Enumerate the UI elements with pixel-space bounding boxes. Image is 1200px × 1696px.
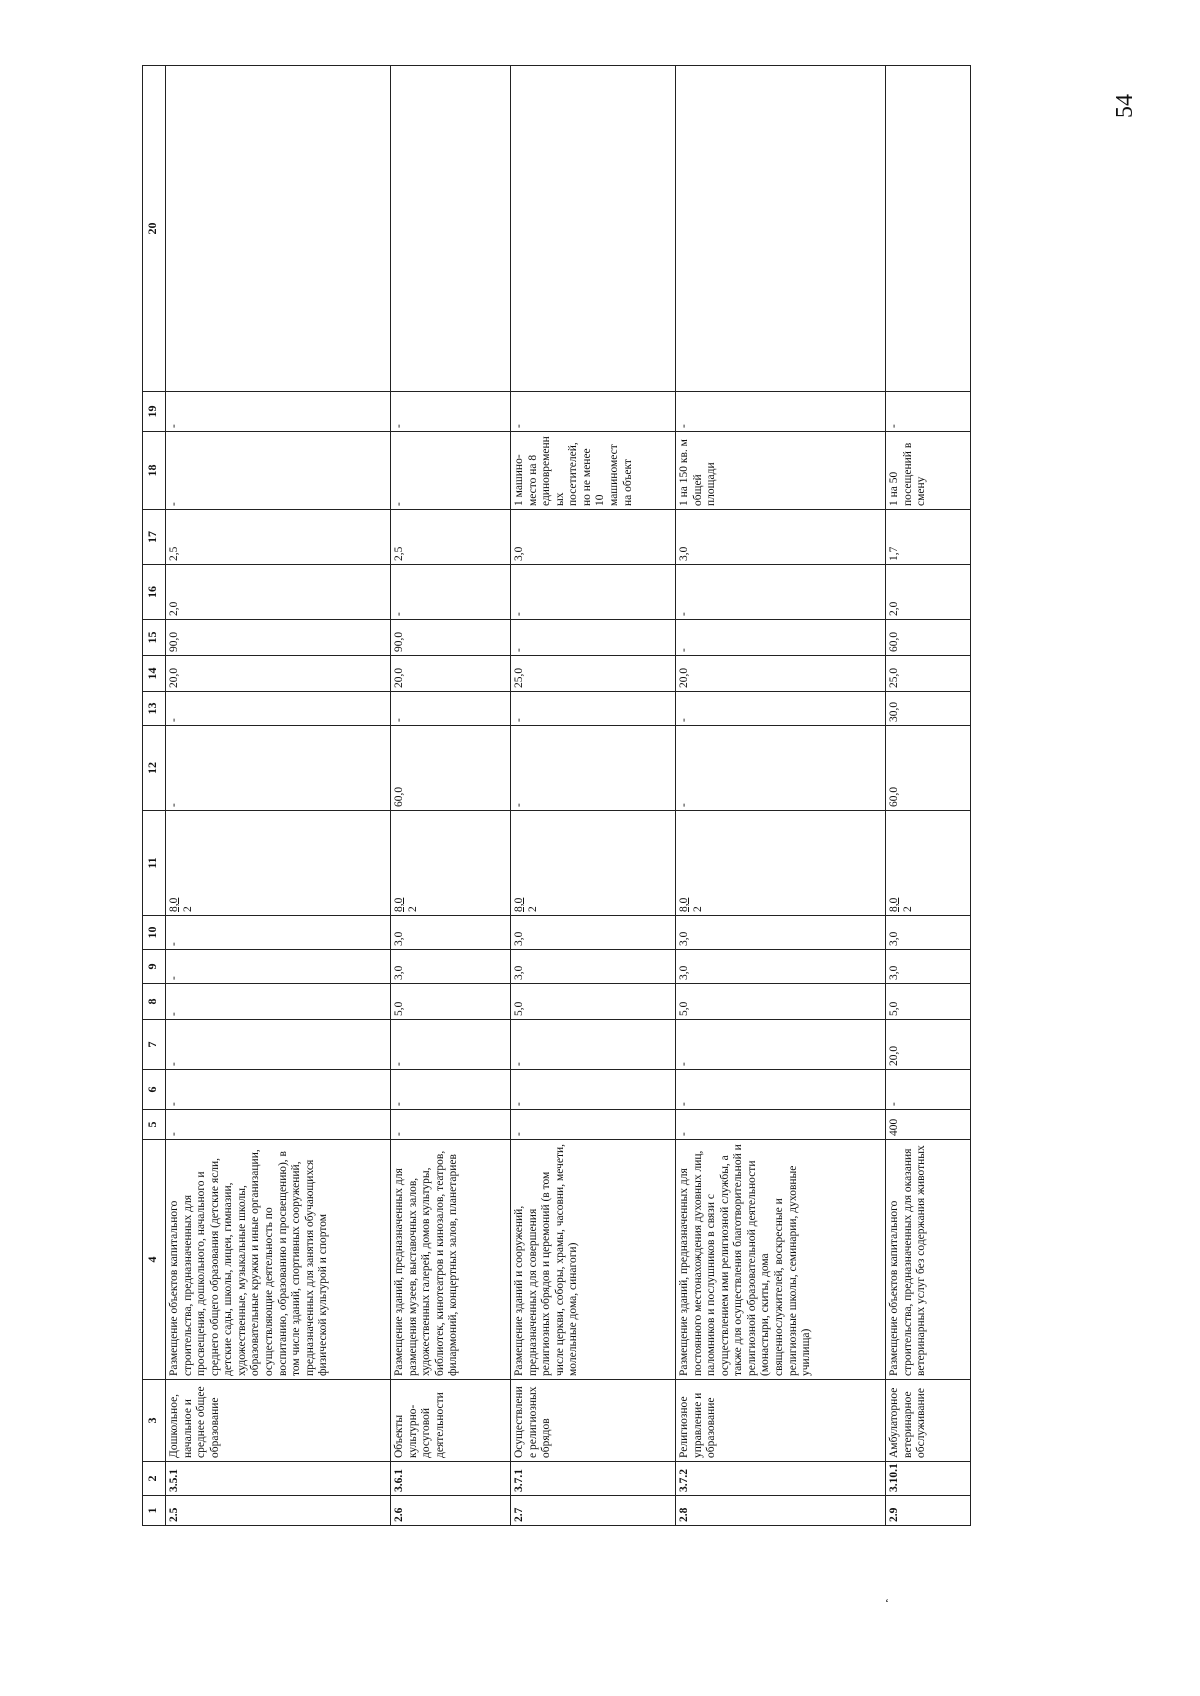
cell-11 <box>886 811 971 916</box>
row-name: Объекты культурно-досуговой деятельности <box>391 1380 511 1462</box>
cell-11 <box>391 811 511 916</box>
cell-7: - <box>511 1020 676 1070</box>
cell-9: 3,0 <box>391 950 511 984</box>
col-header-18: 18 <box>143 432 166 510</box>
fraction-numerator: 8,0 <box>888 897 900 912</box>
row-description: Размещение зданий, предназначенных для размещения музеев, выставочных залов, художественных галерей, домов культуры, библиотек, кинотеатров и кинозалов, театров, филармоний, концертных залов, планетариев <box>391 1140 511 1380</box>
cell-12: - <box>511 726 676 811</box>
cell-14: 25,0 <box>511 656 676 692</box>
cell-17: 3,0 <box>676 510 886 565</box>
cell-19: - <box>391 392 511 432</box>
col-header-10: 10 <box>143 916 166 950</box>
row-number: 2.8 <box>676 1496 886 1526</box>
cell-7: 20,0 <box>886 1020 971 1070</box>
col-header-2: 2 <box>143 1462 166 1496</box>
col-header-8: 8 <box>143 984 166 1020</box>
cell-8: 5,0 <box>511 984 676 1020</box>
cell-16: - <box>511 565 676 620</box>
row-name: Дошкольное, начальное и среднее общее образование <box>166 1380 391 1462</box>
fraction-denominator: 2 <box>901 906 914 912</box>
cell-16: 2,0 <box>886 565 971 620</box>
cell-15: 60,0 <box>886 620 971 656</box>
cell-9: 3,0 <box>886 950 971 984</box>
cell-18: 1 машино-место на 8 единовременных посетителей, но не менее 10 машиномест на объект <box>511 432 676 510</box>
cell-8: 5,0 <box>676 984 886 1020</box>
fraction-denominator: 2 <box>691 906 704 912</box>
col-header-4: 4 <box>143 1140 166 1380</box>
row-code: 3.6.1 <box>391 1462 511 1496</box>
fraction-denominator: 2 <box>406 906 419 912</box>
cell-10: 3,0 <box>511 916 676 950</box>
cell-7: - <box>391 1020 511 1070</box>
cell-13: 30,0 <box>886 692 971 726</box>
table-row <box>166 66 391 1526</box>
row-number: 2.5 <box>166 1496 391 1526</box>
cell-6: - <box>886 1070 971 1110</box>
cell-13: - <box>676 692 886 726</box>
row-code: 3.7.2 <box>676 1462 886 1496</box>
cell-6: - <box>511 1070 676 1110</box>
table-row <box>676 66 886 1526</box>
cell-15: - <box>676 620 886 656</box>
cell-14: 25,0 <box>886 656 971 692</box>
cell-17: 3,0 <box>511 510 676 565</box>
cell-17: 2,5 <box>166 510 391 565</box>
col-header-12: 12 <box>143 726 166 811</box>
row-number: 2.6 <box>391 1496 511 1526</box>
cell-5: - <box>391 1110 511 1140</box>
row-name: Религиозное управление и образование <box>676 1380 886 1462</box>
cell-6: - <box>391 1070 511 1110</box>
col-header-11: 11 <box>143 811 166 916</box>
row-name: Амбулаторное ветеринарное обслуживание <box>886 1380 971 1462</box>
row-code: 3.10.1 <box>886 1462 971 1496</box>
cell-12: 60,0 <box>391 726 511 811</box>
fraction-denominator: 2 <box>181 906 194 912</box>
cell-18: 1 на 50 посещений в смену <box>886 432 971 510</box>
col-header-17: 17 <box>143 510 166 565</box>
fraction-numerator: 8,0 <box>513 897 525 912</box>
row-description: Размещение объектов капитального строительства, предназначенных для просвещения, дошкольного, начального и среднего общего образования (детские ясли, детские сады, школы, лицеи, гимназии, художественные, музыкальные школы, образовательные кружки и иные организации, осуществляющие деятельность по воспитанию, образованию и просвещению), в том числе зданий, спортивных сооружений, предназначенных для занятия обучающихся физической культурой и спортом <box>166 1140 391 1380</box>
regulations-table <box>142 65 971 1526</box>
cell-11 <box>511 811 676 916</box>
cell-10: 3,0 <box>676 916 886 950</box>
col-header-15: 15 <box>143 620 166 656</box>
cell-16: - <box>391 565 511 620</box>
table-row <box>886 66 971 1526</box>
col-header-7: 7 <box>143 1020 166 1070</box>
cell-12: 60,0 <box>886 726 971 811</box>
cell-9: - <box>166 950 391 984</box>
cell-19: - <box>166 392 391 432</box>
cell-9: 3,0 <box>676 950 886 984</box>
cell-5: - <box>166 1110 391 1140</box>
cell-19: - <box>511 392 676 432</box>
cell-11 <box>676 811 886 916</box>
cell-10: - <box>166 916 391 950</box>
cell-12: - <box>676 726 886 811</box>
table-row <box>391 66 511 1526</box>
cell-20 <box>676 66 886 392</box>
row-description: Размещение зданий, предназначенных для постоянного местонахождения духовных лиц, паломников и послушников в связи с осуществлением ими религиозной службы, а также для осуществления благотворительной и религиозной образовательной деятельности (монастыри, скиты, дома священнослужителей, воскресные и религиозные школы, семинарии, духовные училища) <box>676 1140 886 1380</box>
cell-8: 5,0 <box>886 984 971 1020</box>
scan-mark: ‘ <box>885 1596 889 1610</box>
cell-17: 2,5 <box>391 510 511 565</box>
col-header-19: 19 <box>143 392 166 432</box>
cell-17: 1,7 <box>886 510 971 565</box>
cell-6: - <box>166 1070 391 1110</box>
cell-13: - <box>391 692 511 726</box>
cell-16: 2,0 <box>166 565 391 620</box>
table-row <box>511 66 676 1526</box>
cell-14: 20,0 <box>166 656 391 692</box>
row-description: Размещение объектов капитального строительства, предназначенных для оказания ветеринарных услуг без содержания животных <box>886 1140 971 1380</box>
cell-20 <box>391 66 511 392</box>
cell-18: 1 на 150 кв. м общей площади <box>676 432 886 510</box>
cell-8: 5,0 <box>391 984 511 1020</box>
fraction-numerator: 8,0 <box>393 897 405 912</box>
cell-6: - <box>676 1070 886 1110</box>
row-description: Размещение зданий и сооружений, предназначенных для совершения религиозных обрядов и церемоний (в том числе церкви, соборы, храмы, часовни, мечети, молельные дома, синагоги) <box>511 1140 676 1380</box>
col-header-6: 6 <box>143 1070 166 1110</box>
cell-5: - <box>511 1110 676 1140</box>
cell-20 <box>166 66 391 392</box>
cell-14: 20,0 <box>676 656 886 692</box>
cell-15: - <box>511 620 676 656</box>
cell-13: - <box>166 692 391 726</box>
col-header-1: 1 <box>143 1496 166 1526</box>
col-header-20: 20 <box>143 66 166 392</box>
cell-7: - <box>166 1020 391 1070</box>
cell-5: 400 <box>886 1110 971 1140</box>
col-header-5: 5 <box>143 1110 166 1140</box>
page-number: 54 <box>1112 94 1138 118</box>
col-header-3: 3 <box>143 1380 166 1462</box>
cell-19: - <box>676 392 886 432</box>
cell-7: - <box>676 1020 886 1070</box>
row-number: 2.9 <box>886 1496 971 1526</box>
row-code: 3.5.1 <box>166 1462 391 1496</box>
row-code: 3.7.1 <box>511 1462 676 1496</box>
cell-12: - <box>166 726 391 811</box>
cell-18: - <box>391 432 511 510</box>
cell-14: 20,0 <box>391 656 511 692</box>
fraction-denominator: 2 <box>526 906 539 912</box>
cell-8: - <box>166 984 391 1020</box>
cell-20 <box>886 66 971 392</box>
row-number: 2.7 <box>511 1496 676 1526</box>
cell-19: - <box>886 392 971 432</box>
col-header-16: 16 <box>143 565 166 620</box>
cell-10: 3,0 <box>886 916 971 950</box>
col-header-13: 13 <box>143 692 166 726</box>
fraction-numerator: 8,0 <box>168 897 180 912</box>
rotated-table-area <box>142 126 1200 1522</box>
header-row <box>143 66 166 1526</box>
col-header-9: 9 <box>143 950 166 984</box>
cell-15: 90,0 <box>391 620 511 656</box>
cell-11 <box>166 811 391 916</box>
col-header-14: 14 <box>143 656 166 692</box>
cell-20 <box>511 66 676 392</box>
row-name: Осуществление религиозных обрядов <box>511 1380 676 1462</box>
cell-10: 3,0 <box>391 916 511 950</box>
table-wrapper <box>142 126 1022 1526</box>
fraction-numerator: 8,0 <box>678 897 690 912</box>
cell-16: - <box>676 565 886 620</box>
cell-9: 3,0 <box>511 950 676 984</box>
cell-18: - <box>166 432 391 510</box>
cell-5: - <box>676 1110 886 1140</box>
cell-13: - <box>511 692 676 726</box>
cell-15: 90,0 <box>166 620 391 656</box>
